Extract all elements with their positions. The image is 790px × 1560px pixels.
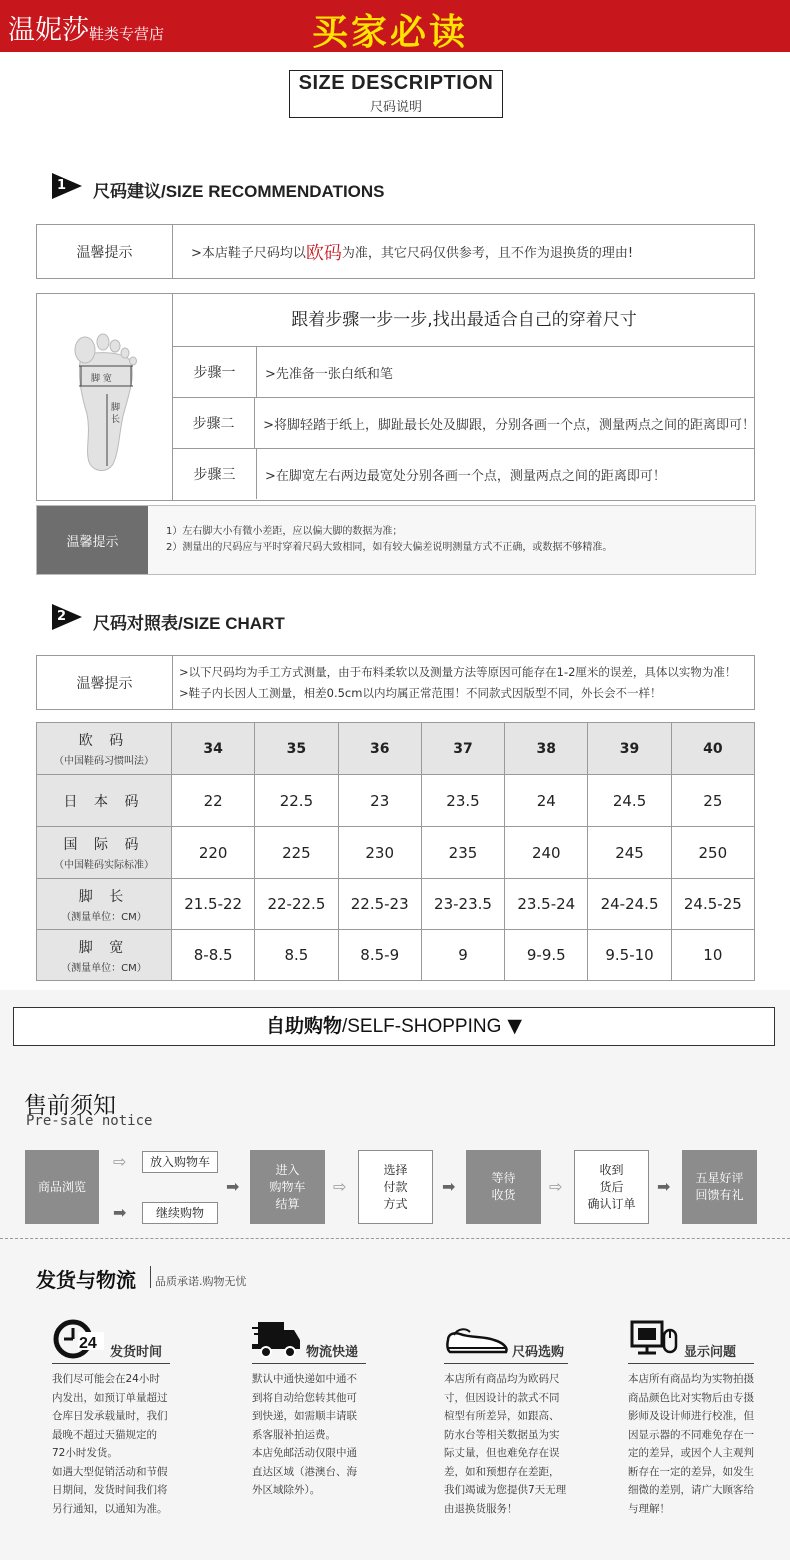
size-cell: 8.5 <box>255 930 338 981</box>
size-cell: 21.5-22 <box>172 879 255 930</box>
size-cell: 8-8.5 <box>172 930 255 981</box>
foot-diagram <box>37 294 173 500</box>
size-tip-box <box>36 224 755 279</box>
size-cell: 235 <box>421 827 504 879</box>
flow-add-cart: 放入购物车 <box>142 1151 218 1173</box>
column-paragraph: 本店所有商品均为实物拍摄商品颜色比对实物后由专摄影师及设计师进行校准，但因显示器的不同难免存在一定的差异，或因个人主观判断存在一定的差异，如发生细微的差别，请广大顾客给与理解！ <box>628 1373 754 1515</box>
size-description-title-cn: 尺码说明 <box>369 100 422 115</box>
size-cell: 23.5-24 <box>505 879 588 930</box>
size-cell: 23 <box>338 775 421 827</box>
column-text <box>628 1370 754 1518</box>
size-tip-highlight: 欧码 <box>305 242 342 264</box>
logistics-title: 发货与物流 <box>36 1268 136 1292</box>
flow-checkout-line: 结算 <box>275 1196 300 1211</box>
chart-tip-line: >鞋子内长因人工测量，相差0.5cm以内均属正常范围！不同款式因版型不同，外长会不一样！ <box>179 685 662 700</box>
presale-title: 售前须知 <box>24 1093 116 1119</box>
truck-icon <box>252 1318 302 1360</box>
foot-outline-icon <box>37 294 173 500</box>
step-row <box>173 398 755 449</box>
size-cell: 23-23.5 <box>421 879 504 930</box>
logistics-column <box>444 1318 568 1518</box>
column-heading: 尺码选购 <box>512 1345 565 1360</box>
step-text: >将脚轻踏于纸上，脚趾最长处及脚跟，分别各画一个点，测量两点之间的距离即可！ <box>263 417 755 433</box>
size-row <box>37 723 755 775</box>
size-cell: 24-24.5 <box>588 879 671 930</box>
flow-confirm-line: 确认订单 <box>587 1196 636 1211</box>
flow-confirm-line: 货后 <box>599 1179 624 1194</box>
step-row <box>173 449 755 499</box>
column-paragraph: 本店所有商品均为欧码尺寸，但因设计的款式不同楦型有所差异，如跟高、防水台等相关数据虽为实际丈量，但也难免存在误差，如和预想存在差距，我们竭诚为您提供7天无理由退换货服务！ <box>444 1373 567 1515</box>
step-label: 步骤一 <box>173 347 257 397</box>
size-row <box>37 879 755 930</box>
note-line: 2）测量出的尺码应与平时穿着尺码大致相同，如有较大偏差说明测量方式不正确，或数据不够精准。 <box>166 542 613 553</box>
triangle-down-icon: ▼ <box>507 1015 523 1037</box>
size-row <box>37 827 755 879</box>
banner-title: 买家必读 <box>312 11 469 53</box>
column-header <box>628 1318 754 1364</box>
note-line: 1）左右脚大小有微小差距，应以偏大脚的数据为准； <box>166 526 403 537</box>
self-shopping-en: /SELF-SHOPPING <box>341 1016 502 1037</box>
size-cell: 22.5 <box>255 775 338 827</box>
size-description-box <box>289 70 503 118</box>
size-tip-post: 为准，其它尺码仅供参考，且不作为退换货的理由! <box>341 246 634 261</box>
flow-review-line: 回馈有礼 <box>695 1188 744 1202</box>
size-row-header <box>37 879 172 930</box>
column-heading: 物流快递 <box>306 1345 359 1360</box>
self-shopping-cn: 自助购物 <box>265 1015 342 1037</box>
logistics-column <box>628 1318 754 1518</box>
svg-text:24: 24 <box>79 1335 97 1352</box>
size-cell: 23.5 <box>421 775 504 827</box>
size-cell: 245 <box>588 827 671 879</box>
flow-pay-line: 选择 <box>383 1162 408 1177</box>
monitor-icon <box>628 1318 680 1360</box>
brand-subtitle: 鞋类专营店 <box>89 25 165 43</box>
size-row-sublabel: （中国鞋码实际标准） <box>54 860 154 871</box>
chart-tip-label: 温馨提示 <box>37 656 173 709</box>
flow-wait <box>466 1150 541 1224</box>
divider <box>0 1238 790 1239</box>
flow-confirm-line: 收到 <box>599 1162 624 1177</box>
column-paragraph: 默认中通快递如中通不到将自动给您转其他可到快递，如需顺丰请联系客服补拍运费。 <box>252 1373 357 1441</box>
size-tip-label: 温馨提示 <box>37 225 173 278</box>
flow-confirm <box>574 1150 649 1224</box>
flow-pay <box>358 1150 433 1224</box>
column-paragraph: 如遇大型促销活动和节假日期间，发货时间我们将另行通知，以通知为准。 <box>52 1465 168 1515</box>
size-cell: 25 <box>671 775 754 827</box>
flow-continue: 继续购物 <box>142 1202 218 1224</box>
column-header <box>444 1318 568 1364</box>
steps-list <box>173 347 755 499</box>
flow-browse: 商品浏览 <box>25 1150 99 1224</box>
shoe-icon <box>444 1318 510 1360</box>
size-cell: 36 <box>338 723 421 775</box>
flow-checkout-line: 购物车 <box>269 1179 306 1194</box>
section2-title: 尺码对照表/SIZE CHART <box>93 614 285 633</box>
column-paragraph: 本店免邮活动仅限中通直达区域（港澳台、海外区域除外）。 <box>252 1447 357 1496</box>
column-heading: 发货时间 <box>110 1345 163 1360</box>
arrow-right-icon: ⇨ <box>113 1152 127 1171</box>
divider <box>150 1266 151 1288</box>
arrow-right-icon: ⇨ <box>549 1177 563 1196</box>
arrow-right-icon: ➡ <box>442 1177 456 1196</box>
logistics-subtitle: 品质承诺.购物无忧 <box>155 1275 247 1288</box>
column-header <box>252 1318 366 1364</box>
size-cell: 230 <box>338 827 421 879</box>
flow-checkout <box>250 1150 325 1224</box>
section1-number: 1 <box>57 178 67 193</box>
chart-tip-box <box>36 655 755 710</box>
column-text <box>252 1370 366 1500</box>
step-text: >在脚宽左右两边最宽处分别各画一个点，测量两点之间的距离即可！ <box>265 468 666 484</box>
section1-title: 尺码建议/SIZE RECOMMENDATIONS <box>93 182 385 201</box>
size-cell: 22.5-23 <box>338 879 421 930</box>
size-row <box>37 930 755 981</box>
size-tip-pre: >本店鞋子尺码均以 <box>191 246 306 261</box>
size-row-sublabel: （测量单位：CM） <box>61 962 147 974</box>
size-chart-table <box>36 722 755 981</box>
flow-checkout-line: 进入 <box>275 1162 300 1177</box>
measure-notes-label: 温馨提示 <box>37 506 148 574</box>
step-label: 步骤三 <box>173 449 257 499</box>
size-tip-text <box>173 225 633 278</box>
size-cell: 240 <box>505 827 588 879</box>
arrow-right-icon: ⇨ <box>333 1177 347 1196</box>
size-row-sublabel: （测量单位：CM） <box>61 911 147 923</box>
chart-tip-line: >以下尺码均为手工方式测量，由于布料柔软以及测量方法等原因可能存在1-2厘米的误差，具体以实物为准！ <box>179 664 737 679</box>
measure-notes-text <box>148 506 612 574</box>
steps-block <box>36 293 755 501</box>
flow-pay-line: 方式 <box>383 1196 408 1211</box>
flow-wait-line: 等待 <box>491 1171 516 1185</box>
size-cell: 220 <box>172 827 255 879</box>
size-cell: 22 <box>172 775 255 827</box>
chart-tip-text <box>173 656 736 709</box>
clock-24-icon <box>52 1318 106 1360</box>
arrow-right-icon: ➡ <box>226 1177 240 1196</box>
size-cell: 9.5-10 <box>588 930 671 981</box>
flow-review <box>682 1150 757 1224</box>
step-text: >先准备一张白纸和笔 <box>265 366 393 382</box>
size-cell: 250 <box>671 827 754 879</box>
measure-notes <box>36 505 756 575</box>
foot-length-label: 脚 长 <box>111 403 121 425</box>
size-row-header <box>37 723 172 775</box>
size-cell: 24.5-25 <box>671 879 754 930</box>
size-cell: 9 <box>421 930 504 981</box>
flow-pay-line: 付款 <box>383 1179 408 1194</box>
presale-subtitle: Pre-sale notice <box>26 1113 153 1129</box>
step-label: 步骤二 <box>173 398 255 448</box>
size-row-header <box>37 930 172 981</box>
column-text <box>52 1370 170 1518</box>
self-shopping-bar <box>13 1007 775 1046</box>
column-heading: 显示问题 <box>684 1345 737 1360</box>
size-cell: 38 <box>505 723 588 775</box>
size-row-label: 国 际 码 <box>63 837 145 853</box>
column-header <box>52 1318 170 1364</box>
column-text <box>444 1370 568 1518</box>
column-paragraph: 我们尽可能会在24小时内发出，如预订单量超过仓库日发承载量时，我们最晚不超过天猫规定的72小时发货。 <box>52 1373 168 1459</box>
size-row-label: 日 本 码 <box>63 793 145 810</box>
flow-review-line: 五星好评 <box>695 1171 744 1185</box>
size-row-label: 脚 宽 <box>78 939 130 956</box>
size-cell: 10 <box>671 930 754 981</box>
foot-width-label: 脚 宽 <box>91 374 112 384</box>
size-cell: 9-9.5 <box>505 930 588 981</box>
step-row <box>173 347 755 398</box>
flow-wait-line: 收货 <box>491 1188 516 1202</box>
size-cell: 8.5-9 <box>338 930 421 981</box>
size-cell: 24 <box>505 775 588 827</box>
size-cell: 34 <box>172 723 255 775</box>
arrow-right-icon: ➡ <box>113 1203 127 1222</box>
size-cell: 24.5 <box>588 775 671 827</box>
size-row-label: 脚 长 <box>78 888 130 905</box>
size-cell: 40 <box>671 723 754 775</box>
size-row-label: 欧 码 <box>78 733 130 749</box>
size-row-sublabel: （中国鞋码习惯叫法） <box>54 756 154 767</box>
size-cell: 37 <box>421 723 504 775</box>
logistics-column <box>252 1318 366 1500</box>
size-row <box>37 775 755 827</box>
steps-title: 跟着步骤一步一步,找出最适合自己的穿着尺寸 <box>173 294 755 347</box>
size-row-header <box>37 775 172 827</box>
size-row-header <box>37 827 172 879</box>
size-cell: 225 <box>255 827 338 879</box>
size-description-title-en: SIZE DESCRIPTION <box>298 72 494 94</box>
brand-title: 温妮莎 <box>8 15 89 46</box>
arrow-right-icon: ➡ <box>657 1177 671 1196</box>
logistics-column <box>52 1318 170 1518</box>
size-cell: 39 <box>588 723 671 775</box>
brand-name <box>8 8 164 47</box>
size-cell: 35 <box>255 723 338 775</box>
section2-number: 2 <box>57 609 67 624</box>
size-cell: 22-22.5 <box>255 879 338 930</box>
